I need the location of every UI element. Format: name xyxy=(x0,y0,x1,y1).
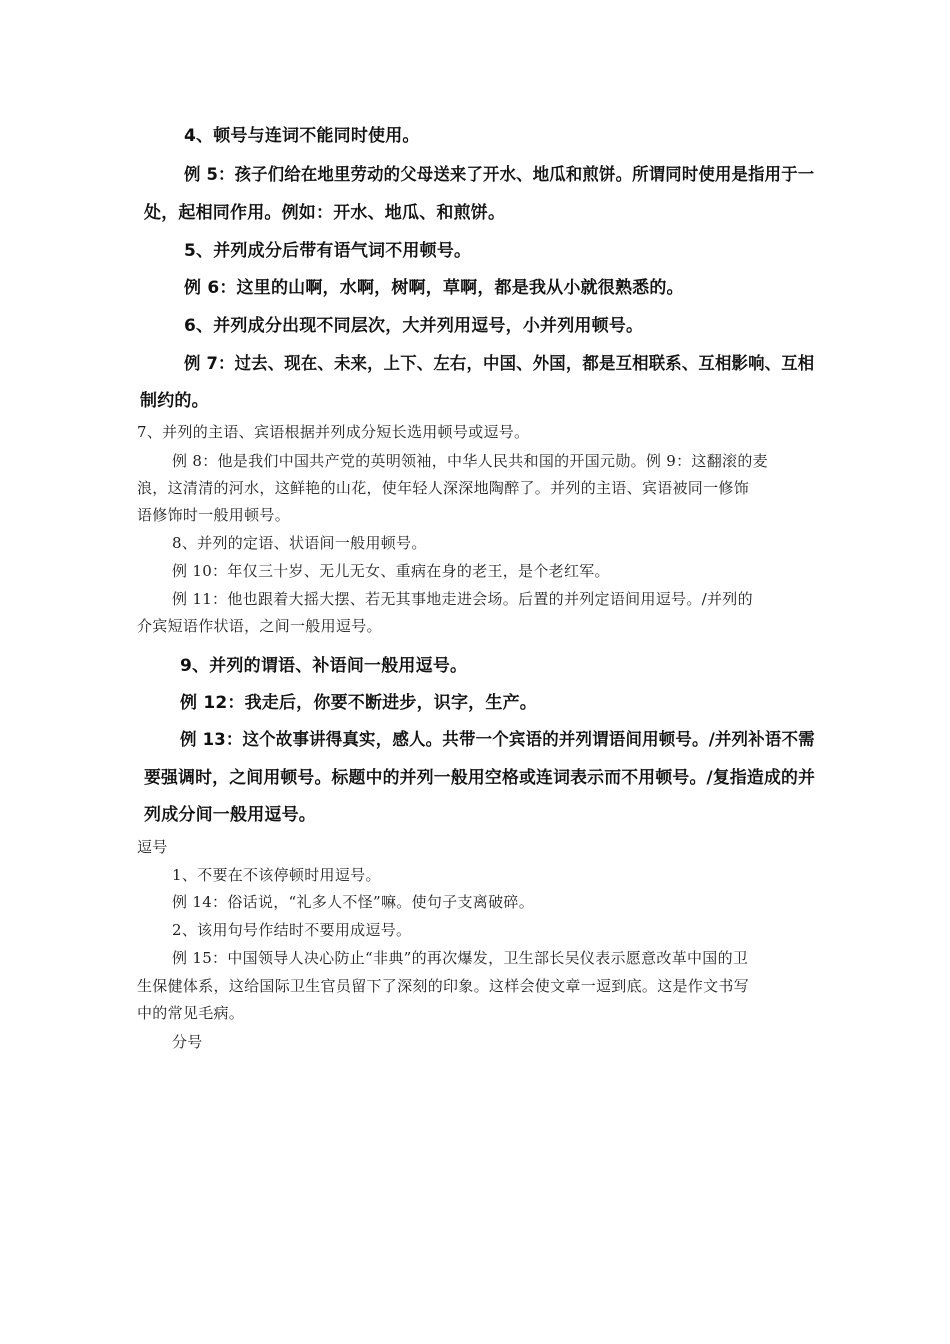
section-heading-semicolon: 分号 xyxy=(172,1033,203,1051)
example-15-line-1: 例 15：中国领导人决心防止“非典”的再次爆发，卫生部长吴仪表示愿意改革中国的卫 xyxy=(172,949,749,967)
example-11-line-2: 介宾短语作状语，之间一般用逗号。 xyxy=(137,617,382,635)
example-8-9-line-3: 语修饰时一般用顿号。 xyxy=(137,506,291,524)
example-11-line-1: 例 11：他也跟着大摇大摆、若无其事地走进会场。后置的并列定语间用逗号。/并列的 xyxy=(172,590,753,608)
example-12: 例 12：我走后，你要不断进步，识字，生产。 xyxy=(180,693,537,713)
example-15-line-2: 生保健体系，这给国际卫生官员留下了深刻的印象。这样会使文章一逗到底。这是作文书写 xyxy=(137,977,750,995)
example-7-line-2: 制约的。 xyxy=(140,391,209,411)
example-13-line-2: 要强调时，之间用顿号。标题中的并列一般用空格或连词表示而不用顿号。/复指造成的并 xyxy=(144,768,816,788)
rule-4-heading: 4、顿号与连词不能同时使用。 xyxy=(184,126,420,146)
example-8-9-line-1: 例 8：他是我们中国共产党的英明领袖，中华人民共和国的开国元勋。例 9：这翻滚的麦 xyxy=(172,452,768,470)
section-heading-comma: 逗号 xyxy=(137,838,168,856)
rule-8-heading: 8、并列的定语、状语间一般用顿号。 xyxy=(172,534,427,552)
rule-7-heading: 7、并列的主语、宾语根据并列成分短长选用顿号或逗号。 xyxy=(137,423,530,441)
example-13-line-3: 列成分间一般用逗号。 xyxy=(144,805,316,825)
example-10: 例 10：年仅三十岁、无儿无女、重病在身的老王，是个老红军。 xyxy=(172,562,610,580)
example-5-line-1: 例 5：孩子们给在地里劳动的父母送来了开水、地瓜和煎饼。所谓同时使用是指用于一 xyxy=(184,165,815,185)
example-14: 例 14：俗话说，“礼多人不怪”嘛。使句子支离破碎。 xyxy=(172,893,534,911)
rule-6-heading: 6、并列成分出现不同层次，大并列用逗号，小并列用顿号。 xyxy=(184,316,644,336)
example-13-line-1: 例 13：这个故事讲得真实，感人。共带一个宾语的并列谓语间用顿号。/并列补语不需 xyxy=(180,730,815,750)
rule-9-heading: 9、并列的谓语、补语间一般用逗号。 xyxy=(180,656,468,676)
rule-5-heading: 5、并列成分后带有语气词不用顿号。 xyxy=(184,241,472,261)
example-6: 例 6：这里的山啊，水啊，树啊，草啊，都是我从小就很熟悉的。 xyxy=(184,278,684,298)
example-5-line-2: 处，起相同作用。例如：开水、地瓜、和煎饼。 xyxy=(144,203,506,223)
comma-rule-2: 2、该用句号作结时不要用成逗号。 xyxy=(172,921,412,939)
comma-rule-1: 1、不要在不该停顿时用逗号。 xyxy=(172,866,381,884)
example-15-line-3: 中的常见毛病。 xyxy=(137,1004,245,1022)
example-7-line-1: 例 7：过去、现在、未来，上下、左右，中国、外国，都是互相联系、互相影响、互相 xyxy=(184,354,815,374)
example-8-9-line-2: 浪，这清清的河水，这鲜艳的山花，使年轻人深深地陶醉了。并列的主语、宾语被同一修饰 xyxy=(137,479,750,497)
